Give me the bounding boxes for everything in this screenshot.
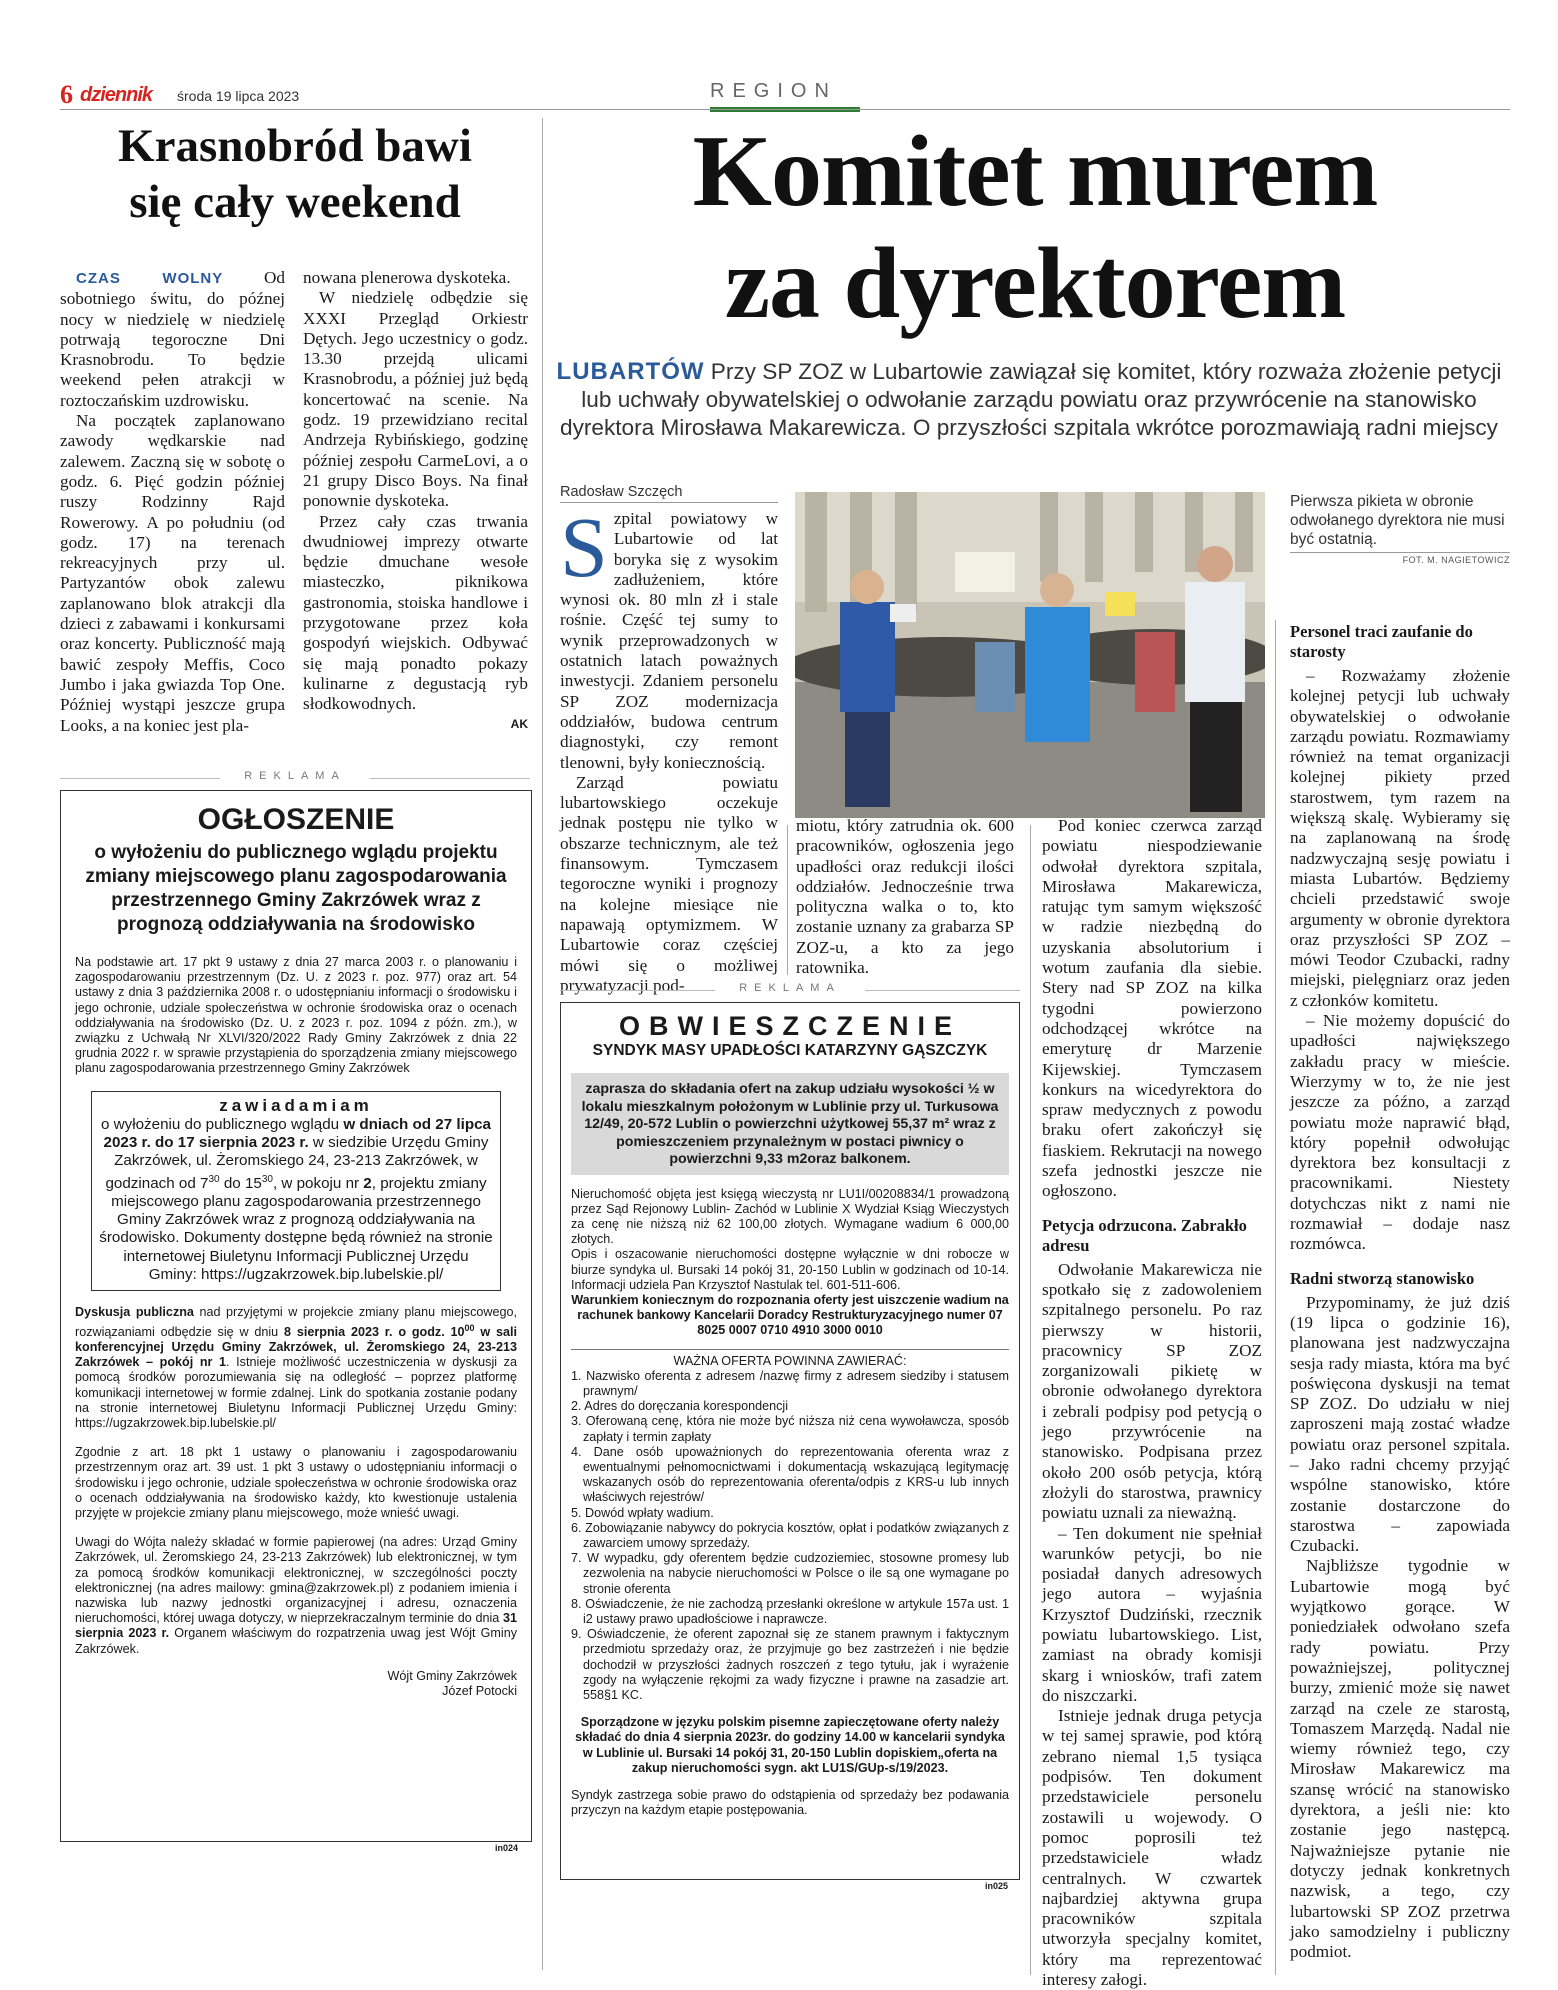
- left-headline: [60, 118, 530, 230]
- main-headline: [560, 116, 1510, 340]
- main-col1-p1: zpital powiatowy w Lubartowie od lat boryka się z wysokim zadłużeniem, które wynosi ok. 80 mln zł i stale rośnie. Część tej sumy to wynik przeprowadzonych w ostatnich latach poważnych inwestycji. Zdaniem personelu SP ZOZ modernizacja oddziałów, budowa centrum diagnostyki, czy remont tlenowni, były koniecznością.: [560, 509, 778, 772]
- reklama-label: REKLAMA: [244, 770, 346, 782]
- ad1-signature: Wójt Gminy Zakrzówek Józef Potocki: [387, 1668, 517, 1699]
- ad2-p1: Nieruchomość objęta jest księgą wieczystą nr LU1I/00208834/1 prowadzoną przez Sąd Rejonowy Lublin- Zachód w Lublinie X Wydział Ksiąg Wieczystych za cenę nie niższą niż 62 100,00 złotych. Wymagane wadium 6 000,00 złotych.: [571, 1186, 1009, 1247]
- main-col4-p1: – Rozważamy złożenie kolejnej petycji lub uchwały obywatelskiej o odwołanie zarządu powiatu. Rozmawiamy również na temat organizacji kolejnej pikiety przed starostwem, tym razem na większą skalę. Wybieramy się na zaplanowaną na środę nadzwyczajną sesję powiatu i miasta Lubartów. Będziemy chcieli przedstawić swoje argumenty w obronie dyrektora oraz przyszłości SP ZOZ – mówi Teodor Czubacki, radny miejski, pielęgniarz oraz jeden z członków komitetu.: [1290, 666, 1510, 1010]
- ad2-list-item: 5. Dowód wpłaty wadium.: [571, 1505, 714, 1520]
- ad2-list-item: 4. Dane osób upoważnionych do reprezentowania oferenta wraz z ewentualnymi pełnomocnictwami i dokumentacją wskazującą legitymację wskazanych osób do reprezentowania oferenta/odpis z KRS-u lub innych właściwych rejestrów/: [571, 1444, 1009, 1505]
- ad1-p2: Dyskusja publiczna nad przyjętymi w projekcie zmiany planu miejscowego, rozwiązaniami odbędzie się w dniu 8 sierpnia 2023 r. o godz. $10^{00}$ w sali konferencyjnej Urzędu Gminy Zakrzówek, ul. Żeromskiego 24, 23-213 Zakrzówek – pokój nr 1. Istnieje możliwość uczestniczenia w dyskusji za pomocą środków porozumiewania się na odległość – poprzez platformę komunikacji internetowej w formie zdalnej. Link do spotkania zostanie podany na stronie internetowej Biuletynu Informacji Publicznej Urzędu Gminy: https://ugzakrzowek.bip.lubelskie.pl/: [75, 1305, 517, 1430]
- ad-ogloszenie: [60, 790, 532, 1842]
- ad2-list-item: 2. Adres do doręczania korespondencji: [571, 1399, 789, 1414]
- header-rule: [60, 109, 1510, 110]
- ad-obwieszczenie: [560, 1002, 1020, 1880]
- ad1-notice-box: [91, 1091, 501, 1292]
- issue-date: środa 19 lipca 2023: [177, 88, 300, 104]
- ad1-notice: o wyłożeniu do publicznego wglądu w dniach od 27 lipca 2023 r. do 17 sierpnia 2023 r. w siedzibie Urzędu Gminy Zakrzówek, ul. Żeromskiego 24, 23-213 Zakrzówek, w godzinach od $7^{30}$ do $15^{30}$, w pokoju nr 2, projektu zmiany miejscowego planu zagospodarowania przestrzennego Gminy Zakrzówek wraz z prognozą oddziaływania na środowisko. Dokumenty dostępne będą również na stronie internetowej Biuletynu Informacji Publicznej Urzędu Gminy: https://ugzakrzowek.bip.lubelskie.pl/: [99, 1115, 493, 1284]
- main-col4-p4: Najbliższe tygodnie w Lubartowie mogą być wyjątkowo gorące. W poniedziałek odwołano szefa rady powiatu. Przy poważniejszej, politycznej burzy, zmienić może się nawet zarząd na czele ze starostą, Tomaszem Marzędą. Nadal nie wiemy również tego, czy Mirosław Makarewicz ma szansę wrócić na stanowisko dyrektora, a jeśli nie: kto zostanie jego następcą. Najważniejsze pytanie nie dotyczy jednak konkretnych nazwisk, a tego, czy lubartowski SP ZOZ przetrwa jako samodzielny i publiczny podmiot.: [1290, 1556, 1510, 1962]
- ad1-p3: Zgodnie z art. 18 pkt 1 ustawy o planowaniu i zagospodarowaniu przestrzennym oraz art. 39 ust. 1 pkt 3 ustawy o udostępnianiu informacji o środowisku i jego ochronie, udziale społeczeństwa w ochronie środowiska oraz o ocenach oddziaływania na środowisko każdy, kto kwestionuje ustalenia przyjęte w projekcie zmiany planu miejscowego, może wnieść uwagi.: [75, 1445, 517, 1520]
- page-header: [60, 80, 1510, 110]
- ad1-p1: Na podstawie art. 17 pkt 9 ustawy z dnia 27 marca 2003 r. o planowaniu i zagospodarowaniu przestrzennym (Dz. U. z 2023 r. poz. 977) oraz art. 54 ustawy z dnia 3 października 2008 r. o udostępnianiu informacji o środowisku i jego ochronie, udziale społeczeństwa w ochronie środowiska oraz o ocenach oddziaływania na środowisko (Dz. U. z 2023 r. poz. 1094 z późn. zm.), w związku z Uchwałą Nr XLVI/320/2022 Rady Gminy Zakrzówek z dnia 22 grudnia 2022 r. w sprawie przystąpienia do sporządzenia zmiany miejscowego planu zagospodarowania przestrzennego Gminy Zakrzówek: [75, 955, 517, 1076]
- main-col3-p1: Pod koniec czerwca zarząd powiatu niespodziewanie odwołał dyrektora szpitala, Mirosława Makarewicza, ratując tym samym większość w radzie niezbędną do uzyskania absolutorium i wotum zaufania dla siebie. Stery nad SP ZOZ na kilka tygodni powierzono odchodzącej wkrótce na emeryturę dr Marzenie Kijewskiej. Tymczasem konkurs na wicedyrektora do spraw medycznych z powodu braku ofert zakończył się fiaskiem. Rekrutacji na nowego szefa jednostki jeszcze nie ogłoszono.: [1042, 816, 1262, 1201]
- main-lead: [548, 358, 1510, 442]
- left-col-2: [303, 268, 528, 731]
- ad1-zawiadamiam: zawiadamiam: [219, 1095, 373, 1115]
- main-col4-subheading-1: Personel traci zaufanie do starosty: [1290, 622, 1473, 661]
- ad2-title: OBWIESZCZENIE: [618, 1011, 961, 1041]
- left-headline-line1: Krasnobród bawi: [118, 120, 472, 172]
- ad2-subtitle: SYNDYK MASY UPADŁOŚCI KATARZYNY GĄSZCZYK: [592, 1042, 988, 1059]
- author-byline: Radosław Szczęch: [560, 484, 778, 503]
- drop-cap: S: [560, 499, 608, 595]
- main-col2-p1: miotu, który zatrudnia ok. 600 pracowników, ogłoszenia jego upadłości oraz redukcji ilości oddziałów. Jednocześnie trwa polityczna walka o to, kto zostanie uznany za grabarza SP ZOZ-u, a kto za jego ratownika.: [796, 816, 1014, 978]
- left-keyword: CZAS WOLNY: [76, 270, 224, 287]
- ad1-subtitle: o wyłożeniu do publicznego wglądu projektu zmiany miejscowego planu zagospodarowania przestrzennego Gminy Zakrzówek wraz z prognozą oddziaływania na środowisko: [85, 842, 507, 935]
- ad1-code: in024: [495, 1843, 519, 1853]
- ad2-code: in025: [985, 1881, 1009, 1891]
- main-headline-line1: Komitet murem: [692, 115, 1378, 228]
- left-col1-p2: Na początek zaplanowano zawody wędkarskie nad zalewem. Zaczną się w sobotę o godz. 6. Pięć godzin później ruszy Rodzinny Rajd Rowerowy. A po południu (od godz. 17) na terenach rekreacyjnych przy ul. Partyzantów obok zalewu zaplanowano blok atrakcji dla dzieci z zabawami i konkursami oraz koncerty. Publiczność mają bawić zespoły Meffis, Coco Jumbo i jaka gwiazda Top One. Później wystąpi jeszcze grupa Looks, a na koniec jest pla-: [60, 411, 285, 735]
- main-col-1: [560, 484, 778, 996]
- left-col2-p1: nowana plenerowa dyskoteka.: [303, 268, 511, 287]
- left-col1-p1: Od sobotniego świtu, do późnej nocy w niedzielę w niedzielę potrwają tegoroczne Dni Krasnobrodu. To będzie weekend pełen atrakcji w roztoczańskim uzdrowisku.: [60, 268, 286, 410]
- main-col-divider-3: [1275, 620, 1276, 1975]
- main-col3-subheading: Petycja odrzucona. Zabrakło adresu: [1042, 1215, 1247, 1255]
- caption-text: Pierwsza pikieta w obronie odwołanego dyrektora nie musi być ostatnią.: [1290, 493, 1505, 548]
- main-col3-p2: Odwołanie Makarewicza nie spotkało się z zadowoleniem szpitalnego personelu. Po raz pierwszy w historii, pracownicy SP ZOZ zorganizowali pikietę w obronie odwołanego dyrektora i zebrali podpisy pod petycją o jego przywrócenie na stanowisko. Podpisana przez około 200 osób petycja, którą złożyli do starostwa, prawnicy powiatu uznali za nieważną.: [1042, 1259, 1262, 1523]
- main-col4-p2: – Nie możemy dopuścić do upadłości największego zakładu pracy w mieście. Wierzymy w to, że nie jest jeszcze za późno, a zarząd powiatu może naprawić błąd, który popełnił odwołując dyrektora bez konsultacji z pracownikami. Niestety dotychczas nikt z nami nie rozmawiał – dodaje nasz rozmówca.: [1290, 1011, 1510, 1254]
- ad2-list-title: WAŻNA OFERTA POWINNA ZAWIERAĆ:: [673, 1353, 907, 1368]
- column-divider: [542, 118, 543, 1970]
- ad2-list-item: 6. Zobowiązanie nabywcy do pokrycia kosztów, opłat i podatków związanych z zawarciem umowy sprzedaży.: [571, 1520, 1009, 1550]
- main-col4-subheading-2: Radni stworzą stanowisko: [1290, 1268, 1475, 1288]
- left-headline-line2: się cały weekend: [129, 176, 461, 228]
- main-col1-p2: Zarząd powiatu lubartowskiego oczekuje jednak postępu nie tylko w obszarze technicznym, ale też finansowym. Tymczasem tegoroczne wyniki i prognozy na kolejne miesiące nie napawają optymizmem. W Lubartowie coraz częściej mówi się o możliwej prywatyzacji pod-: [560, 772, 778, 995]
- logo: dziennik: [80, 84, 153, 106]
- page-number: 6: [60, 80, 73, 109]
- main-col-divider-2: [1030, 825, 1031, 1975]
- ad2-list: [571, 1369, 1009, 1703]
- ad2-grey-box: zaprasza do składania ofert na zakup udziału wysokości ½ w lokalu mieszkalnym położonym w Lublinie przy ul. Turkusowa 12/49, 20-572 Lublin o powierzchni użytkowej 55,37 m² wraz z pomieszczeniem przynależnym w postaci piwnicy o powierzchni 9,33 m2oraz balkonem.: [571, 1073, 1009, 1175]
- ad2-list-item: 1. Nazwisko oferenta z adresem /nazwę firmy z adresem siedziby i statusem prawnym/: [571, 1368, 1009, 1398]
- ad2-list-item: 3. Oferowaną cenę, która nie może być niższa niż cena wywoławcza, sposób zapłaty i termin zapłaty: [571, 1414, 1009, 1444]
- main-col-2: [796, 816, 1014, 978]
- left-col2-p2: W niedzielę odbędzie się XXXI Przegląd Orkiestr Dętych. Jego uczestnicy o godz. 13.30 przejdą ulicami Krasnobrodu, a później już będą koncertować na scenie. Na godz. 19 przewidziano recital Andrzeja Rybińskiego, godzinę później zespołu CarmeLovi, a o 21 grupy Disco Boys. Na finał ponownie dyskoteka.: [303, 288, 528, 511]
- ad2-p3: Warunkiem koniecznym do rozpoznania oferty jest uiszczenie wadium na rachunek bankowy Kancelarii Doradcy Restrukturyzacyjnego numer 07 8025 0007 0710 4910 3000 0010: [571, 1292, 1009, 1338]
- main-col3-p3: – Ten dokument nie spełniał warunków petycji, bo nie posiadał danych adresowych jego autora – wyjaśnia Krzysztof Dudziński, rzecznik powiatu lubartowskiego. List, zamiast na obrady komisji skarg i wniosków, trafi zatem do niszczarki.: [1042, 1523, 1262, 1705]
- ad2-list-item: 8. Oświadczenie, że nie zachodzą przesłanki określone w artykule 157a ust. 1 i2 ustawy prawo upadłościowe i naprawcze.: [571, 1596, 1009, 1626]
- photo-caption: [1290, 492, 1510, 565]
- main-col-3: [1042, 816, 1262, 1990]
- photo-illustration: [795, 492, 1265, 818]
- ad2-list-item: 9. Oświadczenie, że oferent zapoznał się ze stanem prawnym i faktycznym przedmiotu sprzedaży oraz, że przyjmuje go bez zastrzeżeń i nie będzie dochodził w przyszłości żadnych roszczeń z tego tytułu, jak i wyrażenie zgody na wyłączenie rękojmi za wady fizyczne i prawne na zasadzie art. 558§1 KC.: [571, 1627, 1009, 1702]
- photo-credit: FOT. M. NAGIETOWICZ: [1402, 555, 1510, 565]
- section-label: REGION: [710, 80, 837, 102]
- main-col3-p4: Istnieje jednak druga petycja w tej samej sprawie, pod którą zebrano niemal 1,5 tysiąca podpisów. Ten dokument przedstawiciele personelu zostawili u wojewody. O pomoc poprosili też przedstawiciele władz centralnych. W czwartek najbardziej aktywna grupa pracowników szpitala utworzyła specjalny komitet, który ma reprezentować interesy załogi.: [1042, 1706, 1262, 1990]
- ad2-footer: Syndyk zastrzega sobie prawo do odstąpienia od sprzedaży bez podawania przyczyn na każdym etapie postępowania.: [571, 1788, 1009, 1818]
- main-lead-text: Przy SP ZOZ w Lubartowie zawiązał się komitet, który rozważa złożenie petycji lub uchwały obywatelskiej o odwołanie zarządu powiatu oraz przywrócenie na stanowisko dyrektora Mirosława Makarewicza. O przyszłości szpitala wkrótce porozmawiają radni miejscy: [560, 359, 1502, 440]
- ad1-title: OGŁOSZENIE: [197, 803, 395, 836]
- left-author: AK: [510, 716, 528, 731]
- ad2-bold-footer: Sporządzone w języku polskim pisemne zapieczętowane oferty należy składać do dnia 4 sierpnia 2023r. do godziny 14.00 w kancelarii syndyka w Lublinie ul. Bursaki 14 pokój 31, 20-150 Lublin dopiskiem„oferta na zakup nieruchomości sygn. akt LU1S/GUp-s/19/2023.: [575, 1715, 1005, 1775]
- reklama-label-2: REKLAMA: [739, 982, 841, 994]
- main-lead-keyword: LUBARTÓW: [556, 358, 705, 385]
- article-photo: [795, 492, 1265, 818]
- left-col-1: [60, 268, 285, 736]
- ad2-list-item: 7. W wypadku, gdy oferentem będzie cudzoziemiec, stosowne promesy lub zezwolenia na nabycie nieruchomości w Polsce o ile są one wymagane po stronie oferenta: [571, 1551, 1009, 1596]
- ad2-p2: Opis i oszacowanie nieruchomości dostępne wyłącznie w dni robocze w biurze syndyka ul. Bursaki 14 pokój 31, 20-150 Lublin w godzinach od 10-14. Informacji udziela Pan Krzysztof Nastulak tel. 601-511-606.: [571, 1247, 1009, 1292]
- ad1-p4: Uwagi do Wójta należy składać w formie papierowej (na adres: Urząd Gminy Zakrzówek, ul. Żeromskiego 24, 23-213 Zakrzówek) lub elektronicznej, w tym za pomocą środków komunikacji elektronicznej, w szczególności poczty elektronicznej (na adres mailowy: gmina@zakrzowek.pl) z podaniem imienia i nazwiska lub nazwy jednostki organizacyjnej i adresu, oznaczenia nieruchomości, której uwaga dotyczy, w nieprzekraczalnym terminie do dnia 31 sierpnia 2023 r. Organem właściwym do rozpatrzenia uwag jest Wójt Gminy Zakrzówek.: [75, 1535, 518, 1656]
- main-col-divider-1: [787, 825, 788, 975]
- main-col-4: [1290, 610, 1510, 1962]
- main-headline-line2: za dyrektorem: [724, 227, 1346, 340]
- main-col4-p3: Przypominamy, że już dziś (19 lipca o godzinie 16), planowana jest nadzwyczajna sesja rady miasta, która ma być poświęcona dyskusji na temat SP ZOZ. Do udziału w niej zaproszeni mają zostać władze powiatu oraz personel szpitala. – Jako radni chcemy przyjąć wspólne stanowisko, które zostanie dostarczone do starostwa – zapowiada Czubacki.: [1290, 1292, 1510, 1556]
- left-col2-p3: Przez cały czas trwania dwudniowej imprezy otwarte będzie dmuchane wesołe miasteczko, piknikowa gastronomia, stoiska handlowe i przygotowane przez koła gospodyń wiejskich. Odbywać się mają ponadto pokazy kulinarne z degustacją ryb słodkowodnych.: [303, 511, 528, 714]
